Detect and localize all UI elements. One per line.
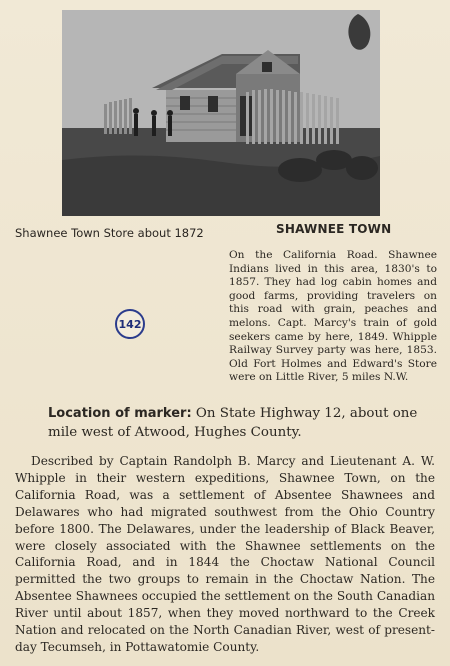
- historic-photograph: [62, 10, 380, 216]
- section-title: SHAWNEE TOWN: [276, 222, 392, 236]
- photo-caption: Shawnee Town Store about 1872: [15, 226, 204, 240]
- marker-number-badge: [115, 309, 145, 339]
- history-paragraph: Described by Captain Randolph B. Marcy and Lieutenant A. W. Whipple in their western expeditions, Shawnee Town, on the California Road, was a settlement of Absentee Shawnees and Delawares who had migrated southwest from the Ohio Country before 1800. The Delawares, under the leadership of Black Beaver, were closely associated with the Shawnee settlements on the California Road, and in 1844 the Choctaw National Council permitted the two groups to remain in the Choctaw Nation. The Absentee Shawnees occupied the settlement on the South Canadian River until about 1857, when they moved northward to the Creek Nation and relocated on the North Canadian River, west of present-day Tecumseh, in Pottawatomie County.: [15, 454, 435, 654]
- marker-inscription: On the California Road. Shawnee Indians lived in this area, 1830's to 1857. They had log cabin homes and good farms, providing travelers on this road with grain, peaches and melons. Capt. Marcy's train of gold seekers came by here, 1849. Whipple Railway Survey party was here, 1853. Old Fort Holmes and Edward's Store were on Little River, 5 miles N.W.: [229, 249, 437, 384]
- marker-number: 142: [118, 317, 142, 331]
- marker-location: [48, 404, 428, 442]
- location-label: Location of marker:: [48, 406, 192, 421]
- photo-illustration: [62, 10, 380, 216]
- location-text: On State Highway 12, about one mile west of Atwood, Hughes County.: [48, 406, 418, 440]
